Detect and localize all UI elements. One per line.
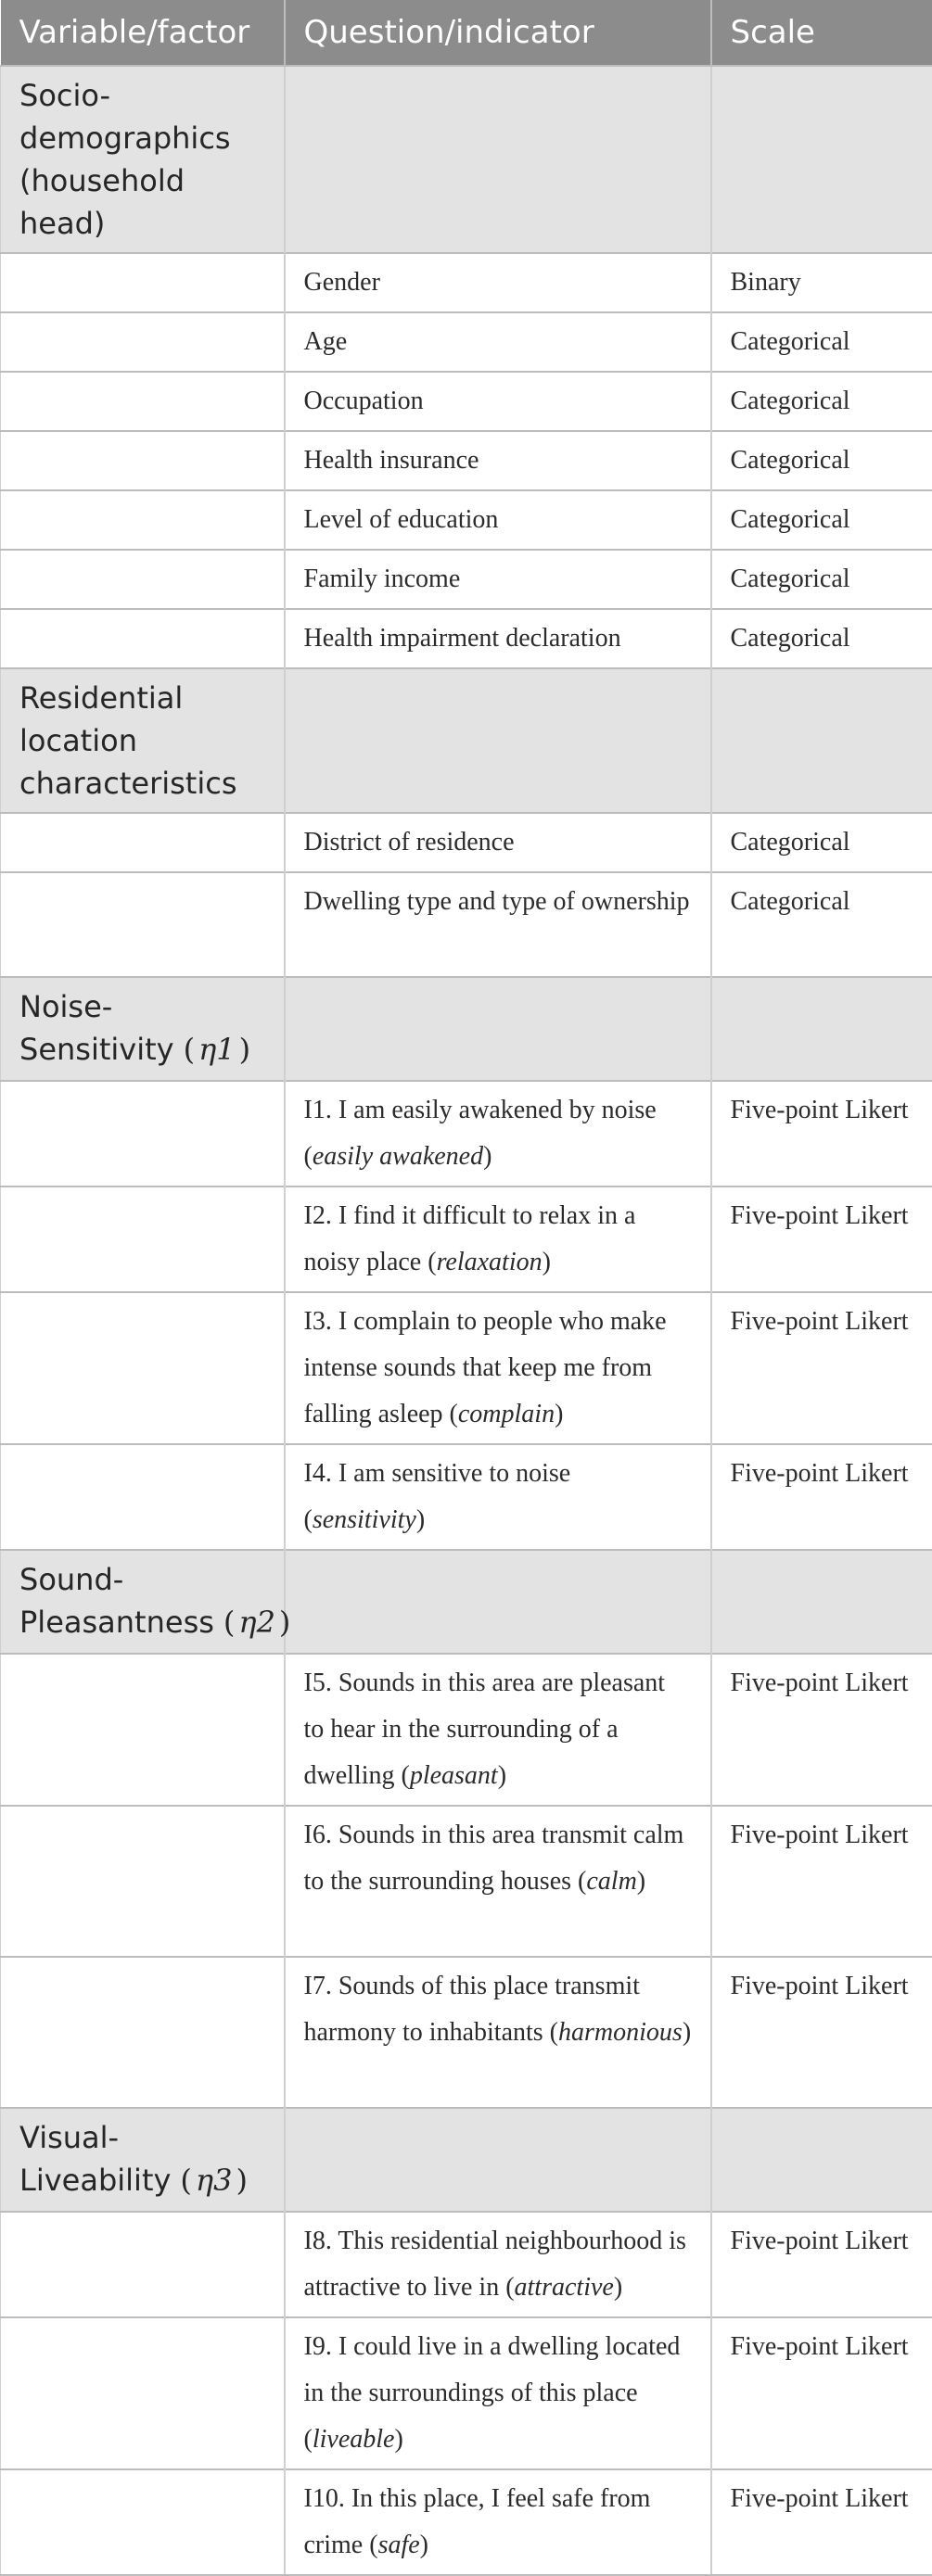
section-row-sound-pleasantness — [1, 1550, 932, 1654]
scale-cell: Five-point Likert — [711, 1806, 932, 1957]
table-row — [1, 813, 932, 872]
section-row-residential-location — [1, 668, 932, 813]
table-row — [1, 1292, 932, 1444]
scale-cell: Categorical — [711, 431, 932, 490]
question-cell: I1. I am easily awakened by noise (easily awakened) — [285, 1081, 711, 1186]
section-row-noise-sensitivity — [1, 977, 932, 1081]
scale-cell: Categorical — [711, 609, 932, 668]
table-row — [1, 609, 932, 668]
table-row — [1, 253, 932, 312]
table-row — [1, 872, 932, 977]
scale-cell: Five-point Likert — [711, 1654, 932, 1806]
scale-cell: Categorical — [711, 813, 932, 872]
question-cell: Gender — [285, 253, 711, 312]
question-cell: I5. Sounds in this area are pleasant to hear in the surrounding of a dwelling (pleasant) — [285, 1654, 711, 1806]
section-title: Socio-demographics (household head) — [1, 66, 285, 253]
section-title: Residential location characteristics — [1, 668, 285, 813]
question-cell: I6. Sounds in this area transmit calm to the surrounding houses (calm) — [285, 1806, 711, 1957]
table-row — [1, 550, 932, 609]
scale-cell: Categorical — [711, 550, 932, 609]
header-question-indicator: Question/indicator — [285, 0, 711, 66]
table-row — [1, 1081, 932, 1186]
section-title: Noise-Sensitivity — [19, 989, 174, 1067]
question-cell: Family income — [285, 550, 711, 609]
table-row — [1, 372, 932, 431]
eta-symbol: ( η2 ) — [223, 1605, 291, 1640]
question-cell: Health insurance — [285, 431, 711, 490]
eta-symbol: ( η1 ) — [184, 1032, 251, 1067]
question-cell: District of residence — [285, 813, 711, 872]
question-cell: I3. I complain to people who make intense sounds that keep me from falling asleep (complain) — [285, 1292, 711, 1444]
table-row — [1, 2212, 932, 2317]
question-cell: I7. Sounds of this place transmit harmony to inhabitants (harmonious) — [285, 1957, 711, 2108]
scale-cell: Five-point Likert — [711, 1292, 932, 1444]
table-row — [1, 1806, 932, 1957]
question-cell: I4. I am sensitive to noise (sensitivity) — [285, 1444, 711, 1550]
table-row — [1, 2317, 932, 2469]
section-title: Sound-Pleasantness — [19, 1562, 214, 1640]
scale-cell: Categorical — [711, 490, 932, 550]
table-row — [1, 1654, 932, 1806]
scale-cell: Categorical — [711, 312, 932, 372]
scale-cell: Five-point Likert — [711, 2469, 932, 2575]
header-scale: Scale — [711, 0, 932, 66]
header-variable-factor: Variable/factor — [1, 0, 285, 66]
table-row — [1, 1186, 932, 1292]
section-row-socio-demographics — [1, 66, 932, 253]
scale-cell: Binary — [711, 253, 932, 312]
question-cell: Health impairment declaration — [285, 609, 711, 668]
table-row — [1, 2469, 932, 2575]
scale-cell: Five-point Likert — [711, 1957, 932, 2108]
scale-cell: Five-point Likert — [711, 1444, 932, 1550]
question-cell: Dwelling type and type of ownership — [285, 872, 711, 977]
question-cell: Occupation — [285, 372, 711, 431]
question-cell: I8. This residential neighbourhood is attractive to live in (attractive) — [285, 2212, 711, 2317]
question-cell: I9. I could live in a dwelling located in the surroundings of this place (liveable) — [285, 2317, 711, 2469]
table-row — [1, 1444, 932, 1550]
table-row — [1, 312, 932, 372]
scale-cell: Five-point Likert — [711, 1186, 932, 1292]
question-cell: I10. In this place, I feel safe from crime (safe) — [285, 2469, 711, 2575]
scale-cell: Categorical — [711, 372, 932, 431]
scale-cell: Five-point Likert — [711, 1081, 932, 1186]
table-row — [1, 431, 932, 490]
scale-cell: Five-point Likert — [711, 2212, 932, 2317]
table-row — [1, 490, 932, 550]
question-cell: Age — [285, 312, 711, 372]
section-title: Visual-Liveability — [19, 2120, 171, 2198]
scale-cell: Categorical — [711, 872, 932, 977]
section-row-visual-liveability — [1, 2108, 932, 2212]
question-cell: I2. I find it difficult to relax in a noisy place (relaxation) — [285, 1186, 711, 1292]
table-row — [1, 1957, 932, 2108]
question-cell: Level of education — [285, 490, 711, 550]
eta-symbol: ( η3 ) — [180, 2163, 248, 2198]
scale-cell: Five-point Likert — [711, 2317, 932, 2469]
header-row — [1, 0, 932, 66]
